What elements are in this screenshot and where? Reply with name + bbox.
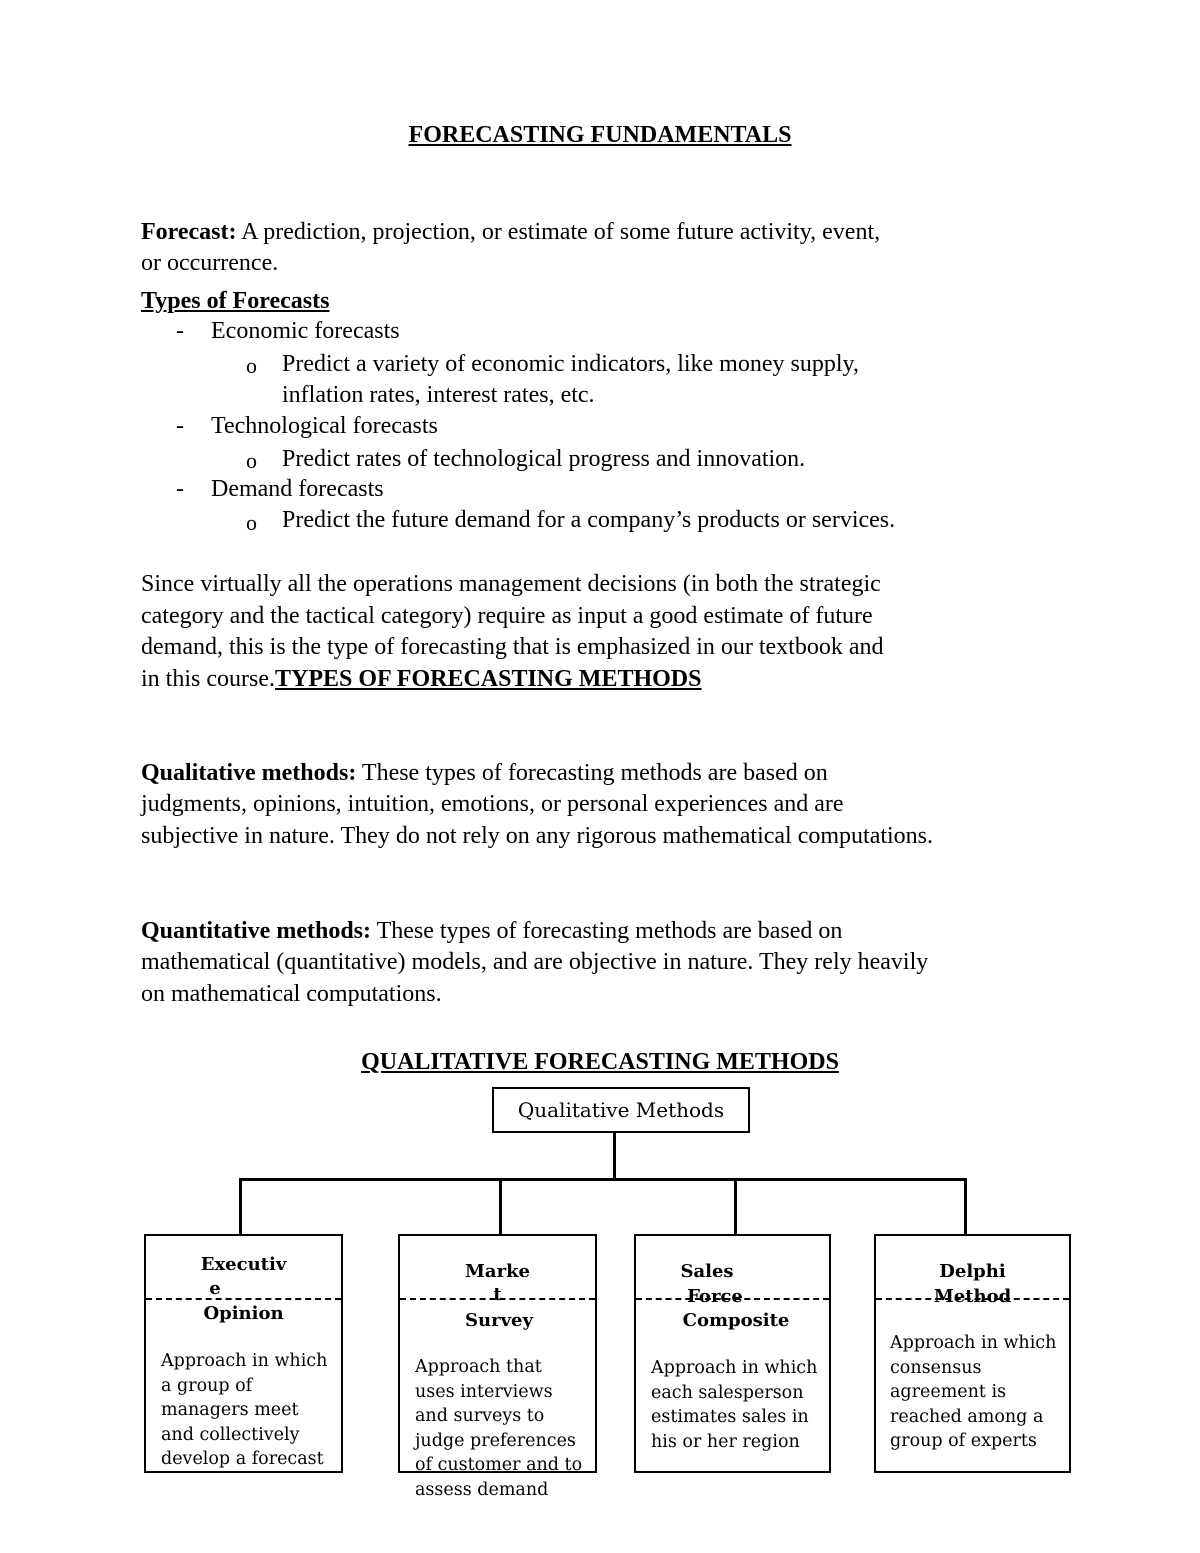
card-description: Approach that uses interviews and surveys to judge preferences of customer and to assess demand (415, 1357, 583, 1500)
card-divider (400, 1298, 595, 1300)
paragraph-line-4 (141, 664, 702, 695)
page-title: FORECASTING FUNDAMENTALS (408, 122, 792, 148)
type-demand: Demand forecasts (211, 476, 384, 502)
method-card-executive-opinion (144, 1234, 343, 1473)
paragraph-line-4-text: in this course. (141, 666, 275, 692)
quantitative-line-2: mathematical (quantitative) models, and are objective in nature. They rely heavily (141, 949, 929, 975)
forecast-definition-line-1 (141, 217, 880, 248)
type-economic-desc-1: Predict a variety of economic indicators, like money supply, (282, 351, 859, 377)
bullet-circle: o (246, 353, 257, 378)
method-card-market-survey (398, 1234, 597, 1500)
quantitative-term: Quantitative methods: (141, 918, 371, 944)
diagram-root: Qualitative Methods (492, 1087, 750, 1133)
connector-horizontal (239, 1178, 967, 1181)
types-heading: Types of Forecasts (141, 288, 330, 314)
forecast-term: Forecast: (141, 219, 237, 245)
quantitative-line-1 (141, 916, 842, 947)
card-title-bottom: Opinion (203, 1303, 284, 1324)
type-technological-desc: Predict rates of technological progress and innovation. (282, 446, 806, 472)
type-demand-desc: Predict the future demand for a company’s products or services. (282, 507, 896, 533)
card-divider (876, 1298, 1069, 1300)
bullet-dash: - (176, 476, 184, 502)
method-card-sales-force-composite (634, 1234, 831, 1473)
card-description: Approach in which each salesperson estimates sales in his or her region (651, 1358, 818, 1452)
connector-child-1 (239, 1178, 242, 1235)
card-title-bottom: Survey (465, 1310, 533, 1331)
connector-child-2 (499, 1178, 502, 1235)
connector-child-3 (734, 1178, 737, 1235)
card-title-top: Delphi (939, 1261, 1006, 1282)
bullet-dash: - (176, 318, 184, 344)
forecast-definition-line-2: or occurrence. (141, 250, 279, 276)
card-title-mid: t (493, 1284, 502, 1305)
type-economic: Economic forecasts (211, 318, 400, 344)
bullet-circle: o (246, 510, 257, 535)
card-description: Approach in which consensus agreement is reached among a group of experts (890, 1333, 1057, 1451)
methods-heading: TYPES OF FORECASTING METHODS (274, 666, 702, 692)
qualitative-line-2: judgments, opinions, intuition, emotions, or personal experiences and are (141, 791, 844, 817)
forecast-definition-text: A prediction, projection, or estimate of some future activity, event, (241, 219, 881, 245)
card-description: Approach in which a group of managers meet and collectively develop a forecast (161, 1351, 328, 1469)
qualitative-line-1 (141, 758, 828, 789)
bullet-dash: - (176, 413, 184, 439)
card-title-mid: Method (933, 1286, 1012, 1307)
card-title-bottom: Composite (682, 1310, 790, 1331)
qualitative-line-3: subjective in nature. They do not rely on any rigorous mathematical computations. (141, 823, 934, 849)
quantitative-line-3: on mathematical computations. (141, 981, 442, 1007)
card-divider (636, 1298, 829, 1300)
card-title-top: Sales (680, 1261, 734, 1282)
card-divider (146, 1298, 341, 1300)
paragraph-line-3: demand, this is the type of forecasting that is emphasized in our textbook and (141, 634, 884, 660)
card-title-top: Marke (465, 1261, 530, 1282)
card-title-mid: Force (687, 1286, 743, 1307)
paragraph-line-1: Since virtually all the operations management decisions (in both the strategic (141, 571, 881, 597)
connector-root-stem (613, 1133, 616, 1180)
qualitative-term: Qualitative methods: (141, 760, 357, 786)
bullet-circle: o (246, 448, 257, 473)
card-title-mid: e (209, 1278, 221, 1299)
type-economic-desc-2: inflation rates, interest rates, etc. (282, 382, 595, 408)
quantitative-text-1: These types of forecasting methods are based on (376, 918, 843, 944)
connector-child-4 (964, 1178, 967, 1235)
type-technological: Technological forecasts (211, 413, 438, 439)
qualitative-text-1: These types of forecasting methods are based on (361, 760, 828, 786)
card-title-top: Executiv (200, 1254, 287, 1275)
paragraph-line-2: category and the tactical category) require as input a good estimate of future (141, 603, 873, 629)
method-card-delphi-method (874, 1234, 1071, 1473)
diagram-heading: QUALITATIVE FORECASTING METHODS (361, 1049, 839, 1075)
